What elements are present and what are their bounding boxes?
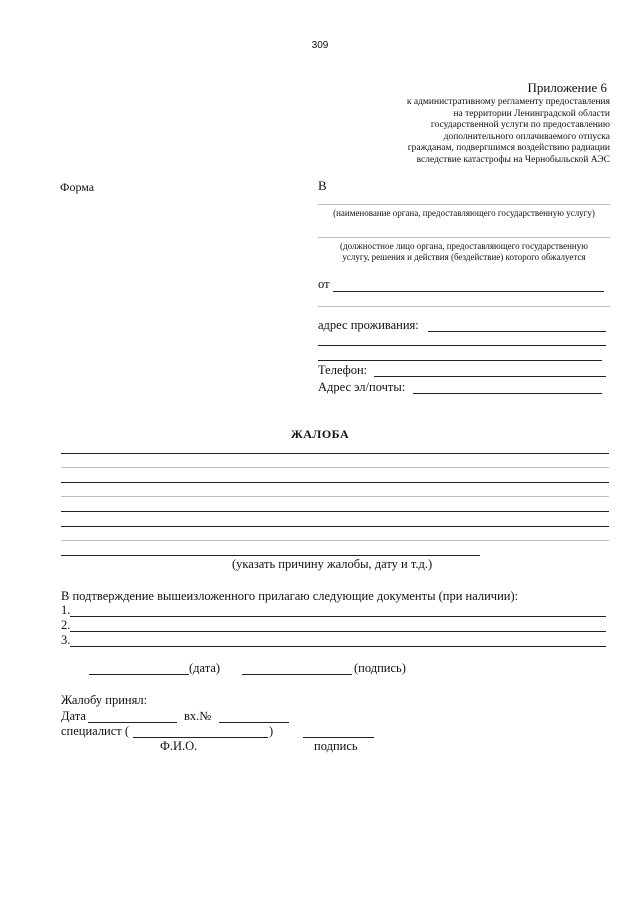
appendix-line: гражданам, подвергшимся воздействию радиации — [407, 143, 610, 154]
organ-caption: (наименование органа, предоставляющего государственную услугу) — [333, 208, 595, 218]
doc-number: 1. — [61, 603, 71, 617]
form-label: Форма — [60, 180, 95, 194]
doc-field-1[interactable] — [70, 616, 606, 617]
appendix-line: дополнительного оплачиваемого отпуска — [443, 131, 610, 142]
email-label: Адрес эл/почты: — [318, 380, 406, 394]
complaint-text-line[interactable] — [61, 453, 609, 454]
from-field[interactable] — [333, 291, 604, 292]
official-caption — [318, 241, 610, 263]
complaint-text-line[interactable] — [61, 555, 480, 556]
specialist-fio-field[interactable] — [133, 737, 268, 738]
email-field[interactable] — [413, 393, 602, 394]
confirm-text: В подтверждение вышеизложенного прилагаю следующие документы (при наличии): — [61, 589, 519, 603]
appendix-line: к административному регламенту предоставления — [406, 97, 610, 107]
specialist-close-paren: ) — [269, 724, 274, 738]
specialist-sign-field[interactable] — [303, 737, 374, 738]
date-field[interactable] — [89, 674, 189, 675]
doc-field-3[interactable] — [70, 646, 606, 647]
complaint-text-line[interactable] — [61, 540, 609, 541]
phone-label: Телефон: — [318, 363, 368, 377]
fio-caption: Ф.И.О. — [160, 739, 198, 753]
specialist-sign-caption: подпись — [314, 739, 358, 753]
sign-caption: (подпись) — [354, 661, 406, 675]
official-line[interactable] — [318, 237, 610, 238]
complaint-text-line[interactable] — [61, 526, 609, 527]
appendix-line: государственной услуги по предоставлению — [430, 120, 610, 131]
page-number: 309 — [311, 40, 329, 51]
doc-field-2[interactable] — [70, 631, 606, 632]
complaint-text-line[interactable] — [61, 496, 609, 497]
from-field-extra[interactable] — [318, 306, 610, 307]
to-label: В — [318, 178, 327, 193]
organ-line[interactable] — [318, 204, 610, 205]
specialist-label: специалист ( — [61, 724, 130, 738]
doc-number: 2. — [61, 618, 71, 632]
appendix-line: вследствие катастрофы на Чернобыльской АЭС — [416, 154, 610, 165]
reason-caption: (указать причину жалобы, дату и т.д.) — [232, 557, 433, 571]
complaint-text-line[interactable] — [61, 467, 609, 468]
in-no-label: вх.№ — [184, 709, 212, 723]
address-field[interactable] — [428, 331, 606, 332]
sign-field[interactable] — [242, 674, 352, 675]
address-label: адрес проживания: — [318, 318, 419, 332]
appendix-line: на территории Ленинградской области — [453, 108, 610, 119]
doc-number: 3. — [61, 633, 71, 647]
in-no-field[interactable] — [219, 722, 289, 723]
phone-field[interactable] — [374, 376, 606, 377]
complaint-text-line[interactable] — [61, 482, 609, 483]
address-field-2[interactable] — [318, 345, 606, 346]
appendix-title: Приложение 6 — [527, 80, 607, 95]
from-label: от — [318, 277, 330, 291]
accepted-date-label: Дата — [61, 709, 86, 723]
address-field-3[interactable] — [318, 360, 602, 361]
complaint-text-line[interactable] — [61, 511, 609, 512]
official-caption-line: (должностное лицо органа, предоставляющего государственную — [340, 241, 588, 251]
appendix-subtitle — [350, 97, 610, 167]
accepted-date-field[interactable] — [88, 722, 177, 723]
accepted-title: Жалобу принял: — [61, 693, 148, 707]
official-caption-line: услугу, решения и действия (бездействие) которого обжалуется — [342, 252, 586, 262]
complaint-title: ЖАЛОБА — [290, 427, 350, 441]
date-caption: (дата) — [189, 661, 221, 675]
